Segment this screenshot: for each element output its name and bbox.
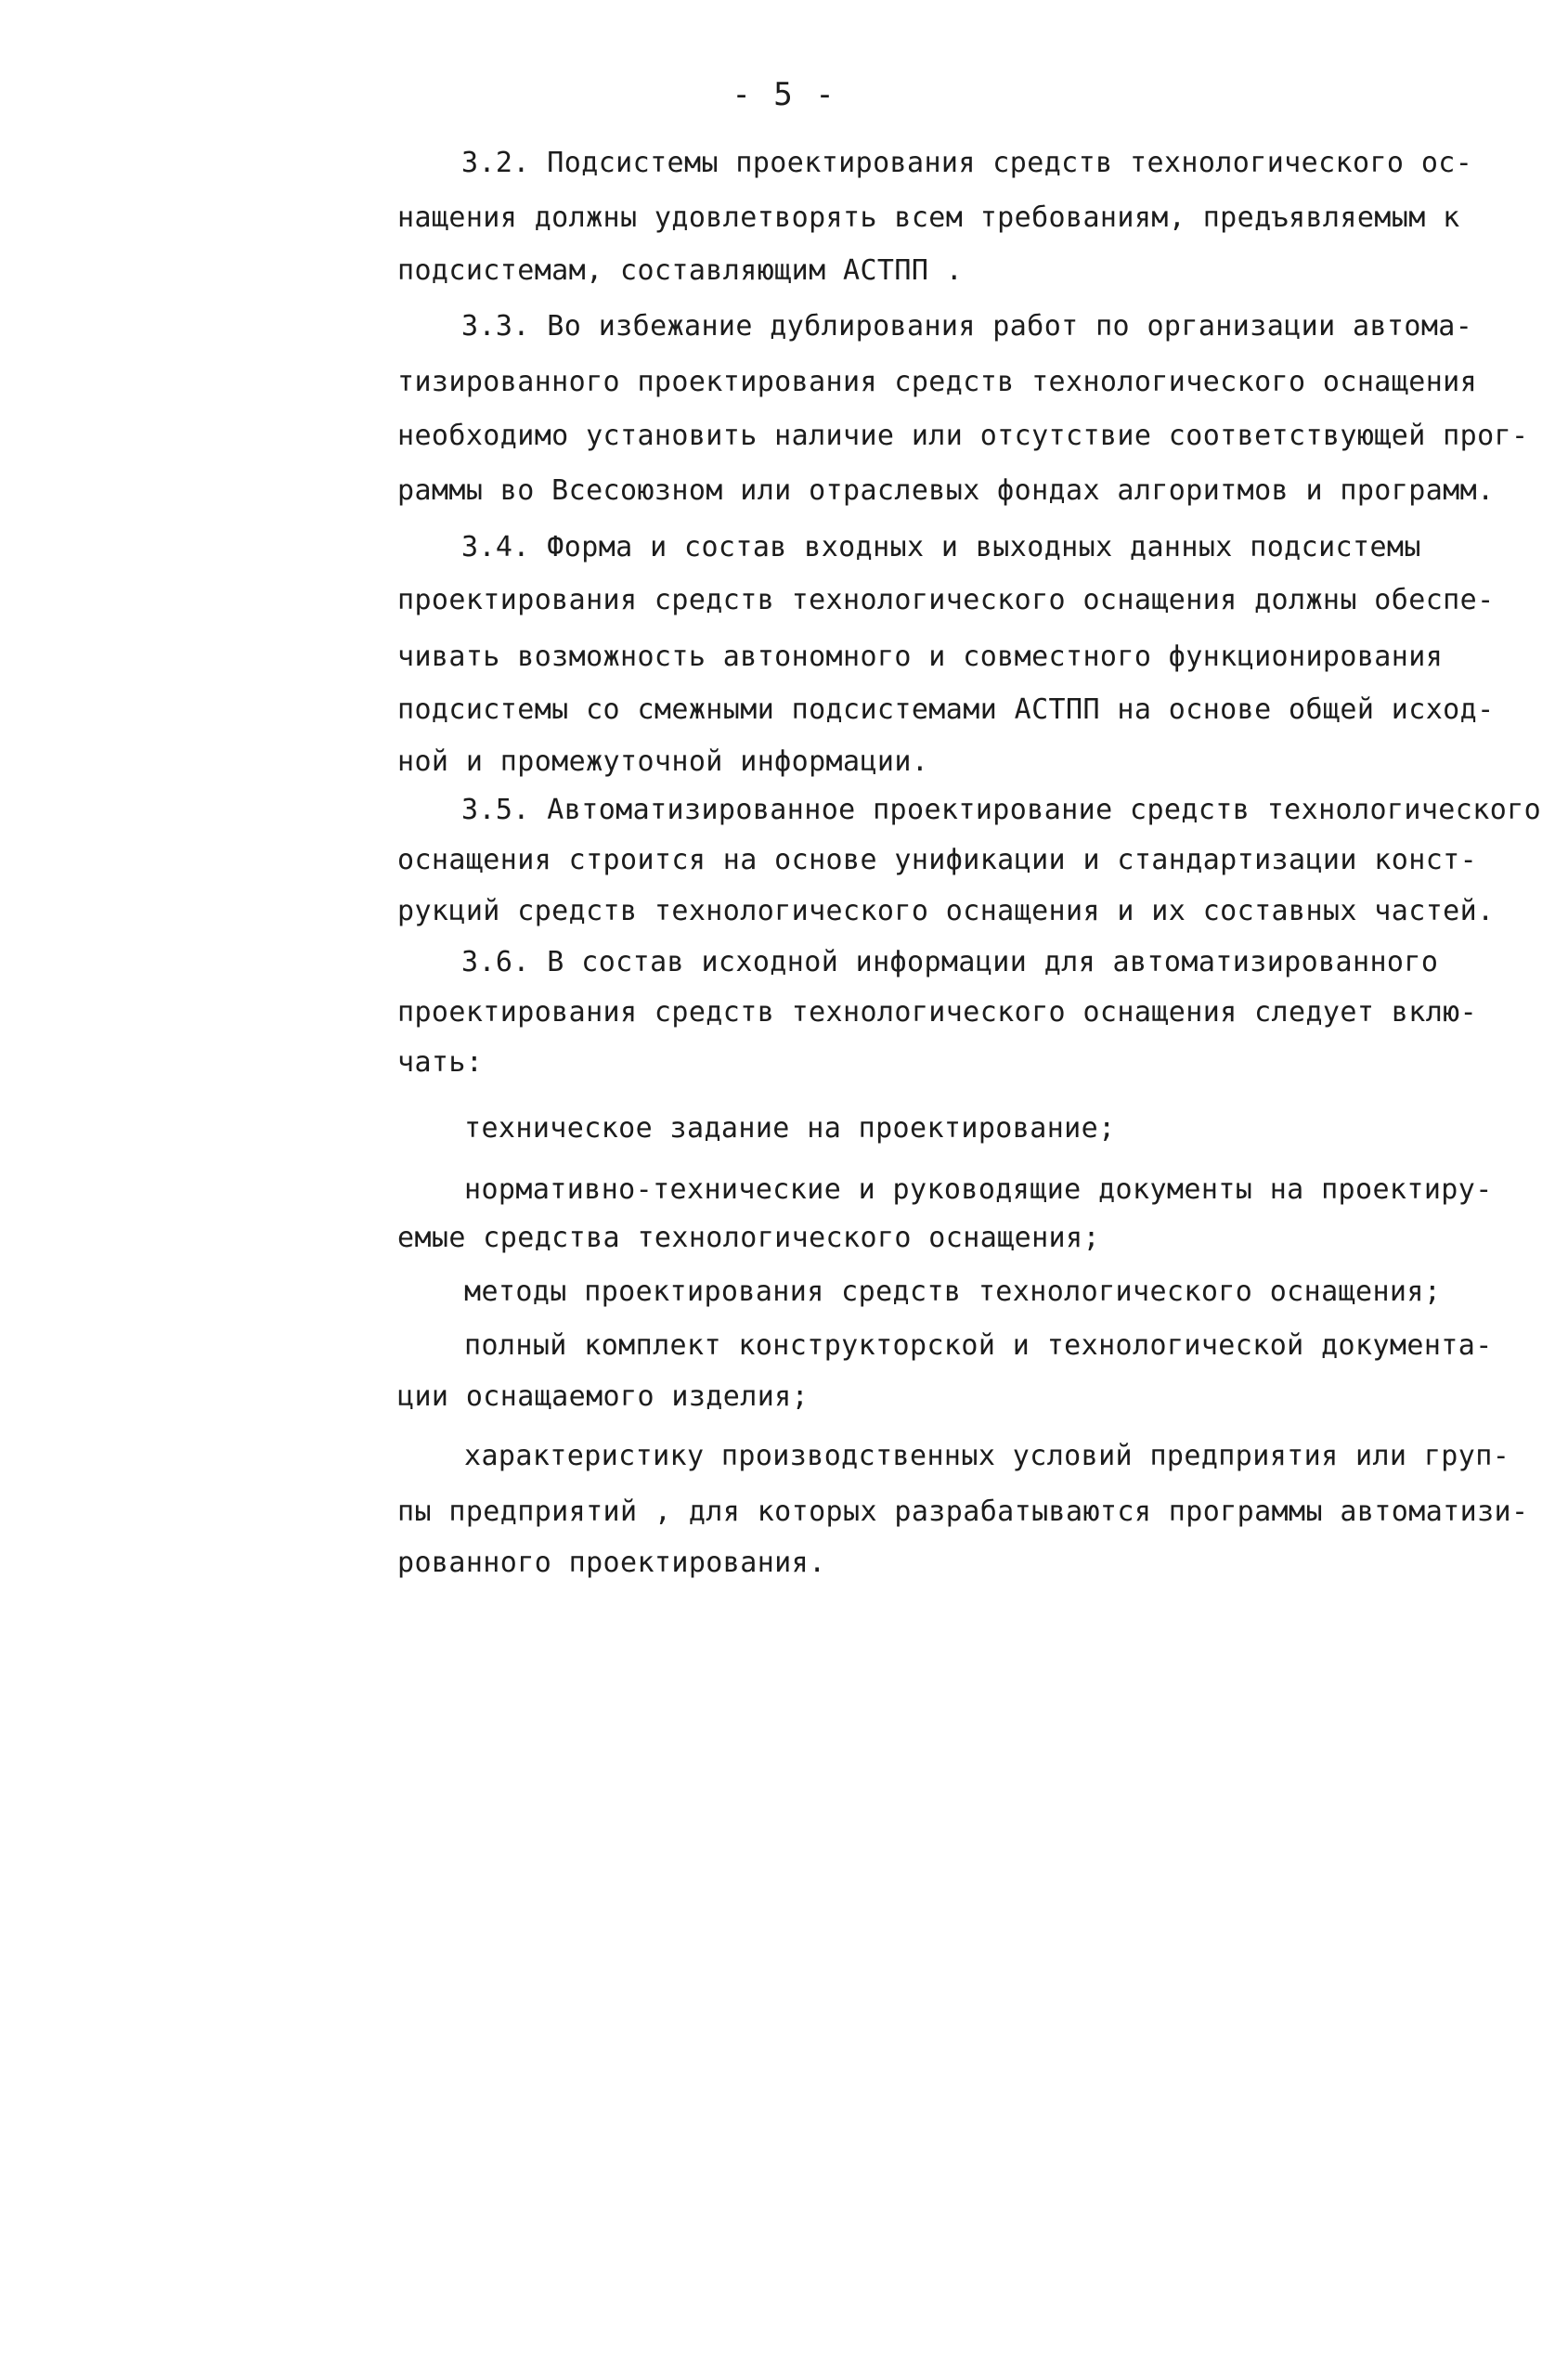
text-line: оснащения строится на основе унификации и стандартизации конст- xyxy=(397,844,1478,876)
text-line: 3.6. В состав исходной информации для автоматизированного xyxy=(461,946,1439,978)
text-line: проектирования средств технологического оснащения должны обеспе- xyxy=(397,584,1495,616)
text-line: 3.2. Подсистемы проектирования средств технологического ос- xyxy=(461,147,1473,179)
text-line: чивать возможность автономного и совместного функционирования xyxy=(397,641,1444,673)
list-item-continuation: пы предприятий , для которых разрабатываются программы автоматизи- xyxy=(397,1495,1529,1528)
text-line: раммы во Всесоюзном или отраслевых фондах алгоритмов и программ. xyxy=(397,474,1495,507)
list-item: нормативно-технические и руководящие документы на проектиру- xyxy=(464,1173,1493,1206)
text-line: ной и промежуточной информации. xyxy=(397,745,929,778)
text-line: 3.3. Во избежание дублирования работ по организации автома- xyxy=(461,310,1473,343)
text-line: подсистемы со смежными подсистемами АСТПП на основе общей исход- xyxy=(397,693,1495,726)
list-item: методы проектирования средств технологического оснащения; xyxy=(464,1275,1442,1308)
page-number: - 5 - xyxy=(732,76,836,113)
list-item: характеристику производственных условий предприятия или груп- xyxy=(464,1440,1510,1472)
list-item: полный комплект конструкторской и технологической документа- xyxy=(464,1329,1493,1362)
text-line: рукций средств технологического оснащения и их составных частей. xyxy=(397,895,1495,927)
text-line: 3.4. Форма и состав входных и выходных данных подсистемы xyxy=(461,531,1421,563)
list-item-continuation: емые средства технологического оснащения; xyxy=(397,1222,1100,1254)
text-line: необходимо установить наличие или отсутствие соответствующей прог- xyxy=(397,420,1529,452)
text-line: проектирования средств технологического оснащения следует вклю- xyxy=(397,996,1478,1029)
text-line: тизированного проектирования средств технологического оснащения xyxy=(397,366,1478,398)
text-line: нащения должны удовлетворять всем требованиям, предъявляемым к xyxy=(397,201,1460,234)
text-line: чать: xyxy=(397,1046,484,1079)
text-line: подсистемам, составляющим АСТПП . xyxy=(397,254,964,287)
list-item-continuation: ции оснащаемого изделия; xyxy=(397,1380,810,1413)
list-item-continuation: рованного проектирования. xyxy=(397,1547,826,1579)
list-item: техническое задание на проектирование; xyxy=(464,1112,1116,1145)
text-line: 3.5. Автоматизированное проектирование средств технологического xyxy=(461,794,1542,826)
